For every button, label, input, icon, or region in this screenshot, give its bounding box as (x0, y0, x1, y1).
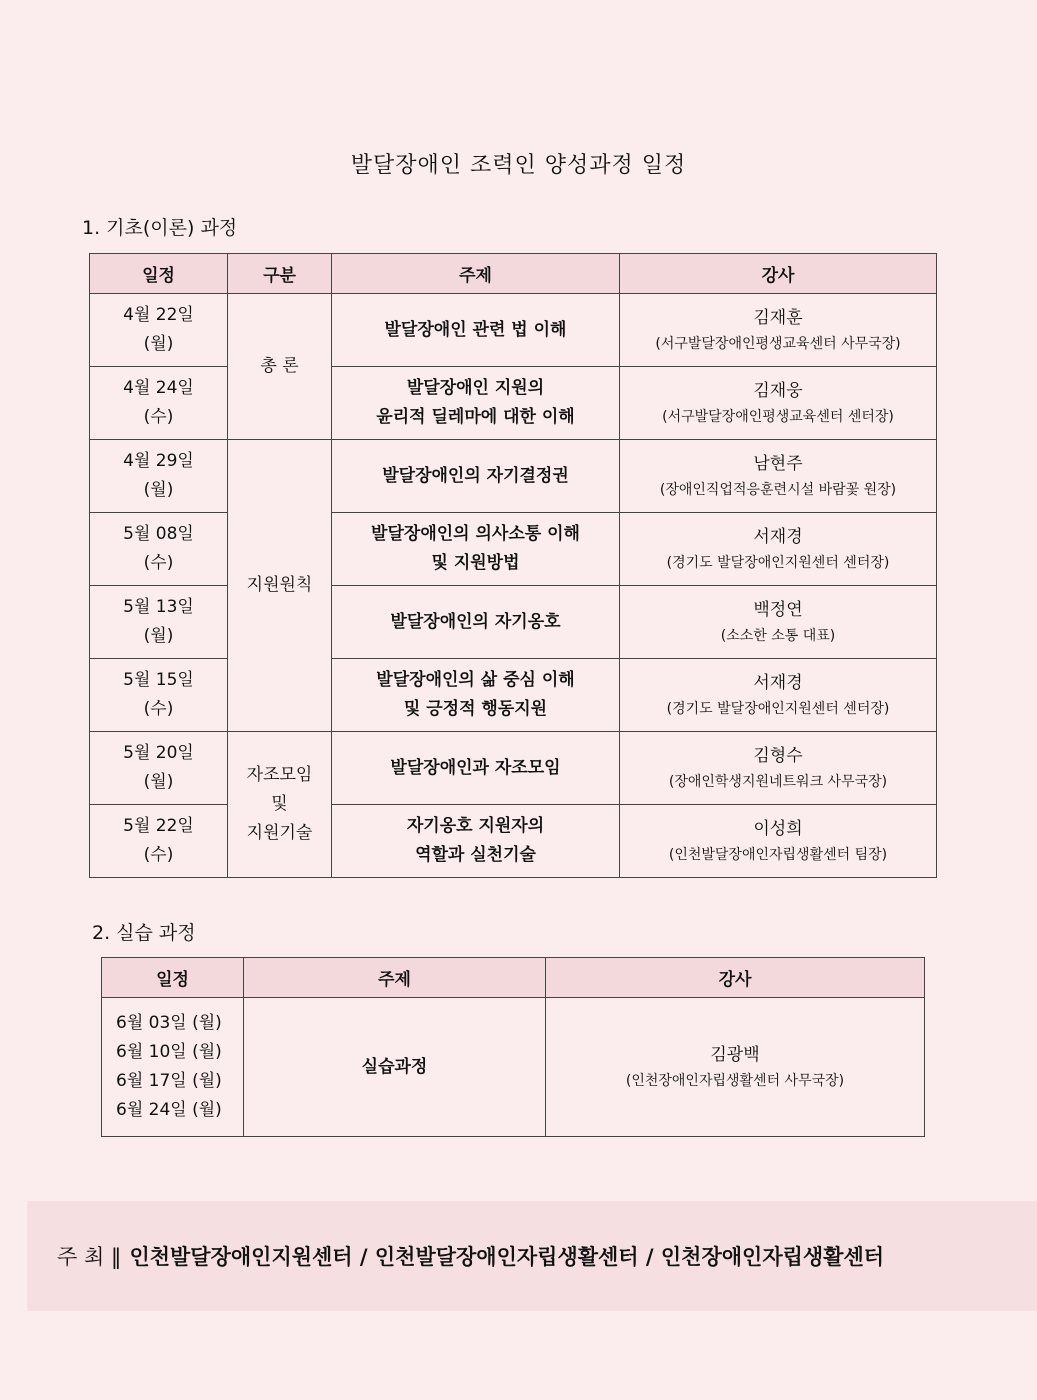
date-line: 6월 24일 (월) (116, 1100, 222, 1120)
instructor-name: 이성희 (753, 818, 803, 839)
topic-line: 발달장애인의 의사소통 이해 (371, 524, 580, 544)
table-row (90, 659, 937, 732)
date-cell (90, 586, 228, 659)
instructor-cell (620, 586, 937, 659)
date-line: (월) (143, 626, 174, 646)
topic-line: 실습과정 (361, 1056, 428, 1077)
topic-line: 및 긍정적 행동지원 (403, 699, 548, 719)
instructor-affiliation: (경기도 발달장애인지원센터 센터장) (666, 554, 890, 571)
category-line: 총 론 (260, 356, 299, 376)
date-line: 6월 17일 (월) (116, 1071, 222, 1091)
topic-cell (332, 513, 620, 586)
topic-cell (244, 998, 546, 1137)
topic-cell (332, 367, 620, 440)
table-row (90, 513, 937, 586)
instructor-cell (620, 659, 937, 732)
date-cell (90, 805, 228, 878)
header-instructor: 강사 (620, 254, 937, 294)
date-line: (수) (143, 699, 174, 719)
instructor-affiliation: (장애인학생지원네트워크 사무국장) (668, 773, 888, 790)
organizer-banner (27, 1201, 1037, 1311)
topic-cell (332, 659, 620, 732)
date-cell (90, 732, 228, 805)
date-line: 5월 08일 (123, 524, 194, 544)
instructor-affiliation: (인천발달장애인자립생활센터 팀장) (668, 846, 888, 863)
category-line: 지원원칙 (246, 575, 313, 595)
date-line: 5월 20일 (123, 743, 194, 763)
category-cell (228, 440, 332, 732)
date-line: 6월 10일 (월) (116, 1042, 222, 1062)
table-row (90, 367, 937, 440)
date-cell (90, 294, 228, 367)
date-line: 5월 15일 (123, 670, 194, 690)
instructor-cell (620, 294, 937, 367)
instructor-affiliation: (인천장애인자립생활센터 사무국장) (625, 1072, 845, 1089)
header-instructor: 강사 (546, 958, 925, 998)
instructor-name: 백정연 (753, 599, 803, 620)
date-cell (102, 998, 244, 1137)
date-cell (90, 367, 228, 440)
table-row (102, 998, 925, 1137)
date-line: 5월 13일 (123, 597, 194, 617)
instructor-name: 김형수 (753, 745, 803, 766)
basic-course-schedule-table (89, 253, 937, 878)
date-line: 4월 24일 (123, 378, 194, 398)
header-date: 일정 (90, 254, 228, 294)
organizer-label: 주 최 ‖ (57, 1245, 122, 1269)
header-topic: 주제 (244, 958, 546, 998)
date-line: 6월 03일 (월) (116, 1013, 222, 1033)
topic-line: 발달장애인과 자조모임 (390, 757, 561, 778)
category-line: 및 (271, 794, 288, 814)
date-line: (월) (143, 480, 174, 500)
instructor-name: 김광백 (710, 1044, 760, 1065)
table-row (90, 732, 937, 805)
organizer-list: 인천발달장애인지원센터 / 인천발달장애인자립생활센터 / 인천장애인자립생활센터 (129, 1245, 885, 1269)
instructor-name: 김재훈 (753, 307, 803, 328)
topic-cell (332, 294, 620, 367)
table-header-row (90, 254, 937, 294)
instructor-affiliation: (소소한 소통 대표) (720, 627, 836, 644)
instructor-name: 김재웅 (753, 380, 803, 401)
table-row (90, 440, 937, 513)
category-cell (228, 732, 332, 878)
topic-line: 역할과 실천기술 (415, 845, 536, 865)
date-cell (90, 440, 228, 513)
table-row (90, 294, 937, 367)
table-row (90, 586, 937, 659)
category-cell (228, 294, 332, 440)
instructor-cell (620, 513, 937, 586)
header-category: 구분 (228, 254, 332, 294)
date-line: (수) (143, 845, 174, 865)
date-line: 4월 29일 (123, 451, 194, 471)
topic-cell (332, 586, 620, 659)
instructor-cell (620, 805, 937, 878)
instructor-name: 서재경 (753, 672, 803, 693)
page-title: 발달장애인 조력인 양성과정 일정 (350, 153, 687, 178)
date-line: (수) (143, 553, 174, 573)
topic-line: 윤리적 딜레마에 대한 이해 (376, 407, 575, 427)
instructor-affiliation: (서구발달장애인평생교육센터 센터장) (662, 408, 894, 425)
topic-line: 자기옹호 지원자의 (406, 816, 545, 836)
topic-cell (332, 805, 620, 878)
table-header-row (102, 958, 925, 998)
instructor-cell (620, 440, 937, 513)
instructor-name: 서재경 (753, 526, 803, 547)
instructor-name: 남현주 (753, 453, 803, 474)
instructor-cell (620, 367, 937, 440)
header-topic: 주제 (332, 254, 620, 294)
instructor-affiliation: (장애인직업적응훈련시설 바람꽃 원장) (659, 481, 897, 498)
practice-course-schedule-table (101, 957, 925, 1137)
topic-line: 및 지원방법 (431, 553, 520, 573)
topic-line: 발달장애인의 자기옹호 (390, 611, 561, 632)
date-line: (월) (143, 772, 174, 792)
category-line: 자조모임 (246, 765, 313, 785)
category-line: 지원기술 (246, 823, 313, 843)
topic-line: 발달장애인의 삶 중심 이해 (376, 670, 575, 690)
date-cell (90, 659, 228, 732)
topic-cell (332, 732, 620, 805)
instructor-cell (546, 998, 925, 1137)
section-heading-basic-course: 1. 기초(이론) 과정 (82, 217, 238, 239)
date-line: (월) (143, 334, 174, 354)
topic-line: 발달장애인의 자기결정권 (382, 465, 569, 486)
header-date: 일정 (102, 958, 244, 998)
section-heading-practice-course: 2. 실습 과정 (92, 922, 196, 944)
topic-line: 발달장애인 관련 법 이해 (384, 319, 567, 340)
date-line: (수) (143, 407, 174, 427)
topic-line: 발달장애인 지원의 (406, 378, 545, 398)
date-line: 4월 22일 (123, 305, 194, 325)
date-line: 5월 22일 (123, 816, 194, 836)
instructor-affiliation: (서구발달장애인평생교육센터 사무국장) (655, 335, 901, 352)
table-row (90, 805, 937, 878)
organizer-text (57, 1241, 884, 1271)
instructor-affiliation: (경기도 발달장애인지원센터 센터장) (666, 700, 890, 717)
instructor-cell (620, 732, 937, 805)
topic-cell (332, 440, 620, 513)
date-cell (90, 513, 228, 586)
